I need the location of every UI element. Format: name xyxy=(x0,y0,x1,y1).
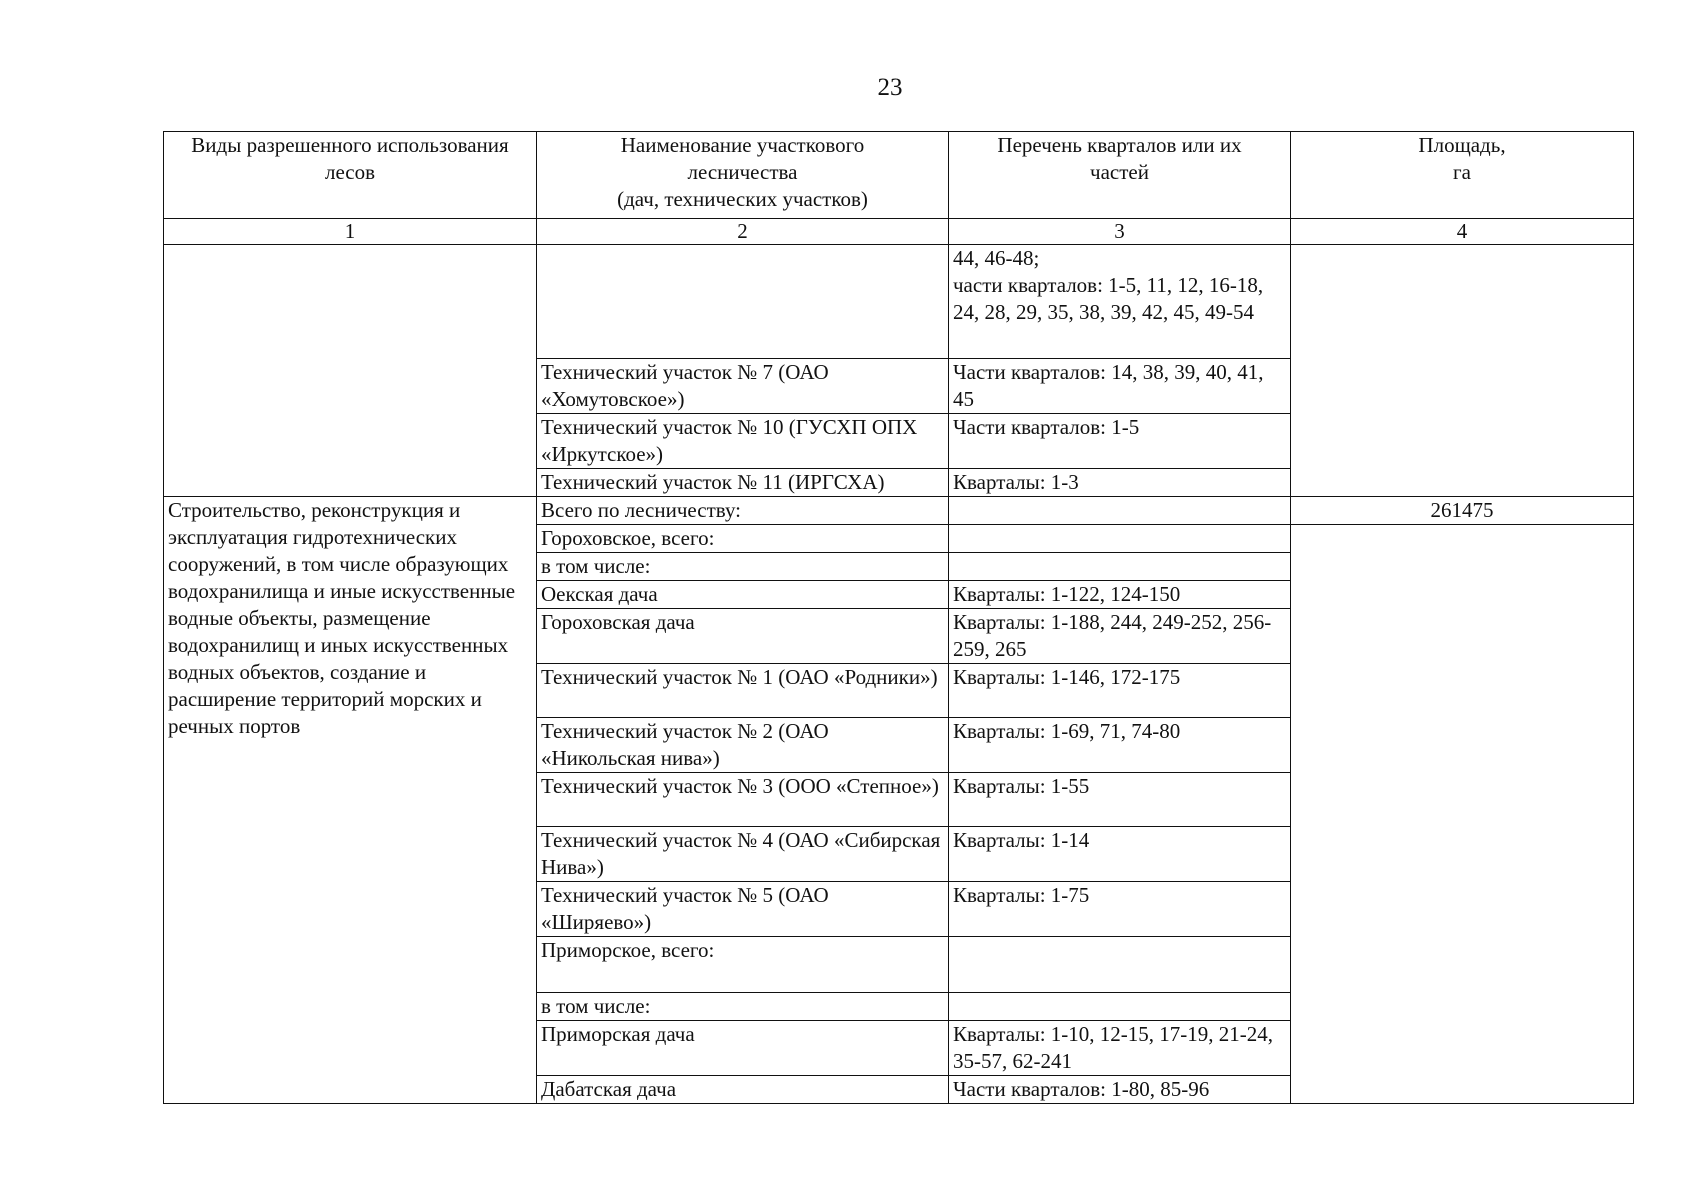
quarters-cell: Кварталы: 1-69, 71, 74-80 xyxy=(949,718,1291,773)
header-use-type: Виды разрешенного использования лесов xyxy=(164,132,537,219)
column-number: 1 xyxy=(164,219,537,245)
forestry-name-cell: Приморская дача xyxy=(537,1021,949,1076)
forestry-name-cell: Гороховская дача xyxy=(537,609,949,664)
quarters-cell: 44, 46-48; части кварталов: 1-5, 11, 12, 16-18, 24, 28, 29, 35, 38, 39, 42, 45, 49-54 xyxy=(949,245,1291,359)
forestry-name-cell: в том числе: xyxy=(537,553,949,581)
use-type-cell: Строительство, реконструкция и эксплуатация гидротехнических сооружений, в том числе образующих водохранилища и иные искусственные водные объекты, размещение водохранилищ и иных искусственных водных объектов, создание и расширение территорий морских и речных портов xyxy=(164,497,537,1104)
forestry-name-cell: в том числе: xyxy=(537,993,949,1021)
forestry-name-cell: Гороховское, всего: xyxy=(537,525,949,553)
page-number: 23 xyxy=(877,74,903,101)
quarters-cell: Части кварталов: 1-5 xyxy=(949,414,1291,469)
forestry-name-cell: Технический участок № 10 (ГУСХП ОПХ «Иркутское») xyxy=(537,414,949,469)
column-number-row xyxy=(164,219,1634,245)
quarters-cell: Части кварталов: 14, 38, 39, 40, 41, 45 xyxy=(949,359,1291,414)
forestry-name-cell xyxy=(537,245,949,359)
forestry-name-cell: Технический участок № 4 (ОАО «Сибирская Нива») xyxy=(537,827,949,882)
forestry-name-cell: Технический участок № 1 (ОАО «Родники») xyxy=(537,664,949,718)
quarters-cell: Кварталы: 1-146, 172-175 xyxy=(949,664,1291,718)
forestry-name-cell: Всего по лесничеству: xyxy=(537,497,949,525)
forest-use-table xyxy=(163,131,1634,1104)
forestry-name-cell: Технический участок № 11 (ИРГСХА) xyxy=(537,469,949,497)
forestry-name-cell: Технический участок № 5 (ОАО «Ширяево») xyxy=(537,882,949,937)
quarters-cell xyxy=(949,525,1291,553)
quarters-cell: Кварталы: 1-188, 244, 249-252, 256-259, 265 xyxy=(949,609,1291,664)
forestry-name-cell: Дабатская дача xyxy=(537,1076,949,1104)
quarters-cell: Кварталы: 1-75 xyxy=(949,882,1291,937)
forestry-name-cell: Технический участок № 2 (ОАО «Никольская нива») xyxy=(537,718,949,773)
quarters-cell xyxy=(949,553,1291,581)
column-number: 2 xyxy=(537,219,949,245)
area-cell-empty xyxy=(1291,525,1634,1104)
quarters-cell: Кварталы: 1-122, 124-150 xyxy=(949,581,1291,609)
forestry-name-cell: Технический участок № 3 (ООО «Степное») xyxy=(537,773,949,827)
quarters-cell: Кварталы: 1-55 xyxy=(949,773,1291,827)
total-area-cell: 261475 xyxy=(1291,497,1634,525)
quarters-cell: Части кварталов: 1-80, 85-96 xyxy=(949,1076,1291,1104)
header-quarters-list: Перечень кварталов или их частей xyxy=(949,132,1291,219)
quarters-cell: Кварталы: 1-14 xyxy=(949,827,1291,882)
header-row xyxy=(164,132,1634,219)
quarters-cell: Кварталы: 1-10, 12-15, 17-19, 21-24, 35-57, 62-241 xyxy=(949,1021,1291,1076)
quarters-cell: Кварталы: 1-3 xyxy=(949,469,1291,497)
header-area: Площадь, га xyxy=(1291,132,1634,219)
forestry-name-cell: Оекская дача xyxy=(537,581,949,609)
use-type-cell-continued xyxy=(164,245,537,497)
quarters-cell xyxy=(949,993,1291,1021)
header-forestry-name: Наименование участкового лесничества (дач, технических участков) xyxy=(537,132,949,219)
table-row xyxy=(164,245,1634,359)
column-number: 4 xyxy=(1291,219,1634,245)
quarters-cell xyxy=(949,497,1291,525)
forestry-name-cell: Приморское, всего: xyxy=(537,937,949,993)
area-cell-continued xyxy=(1291,245,1634,497)
column-number: 3 xyxy=(949,219,1291,245)
forestry-name-cell: Технический участок № 7 (ОАО «Хомутовское») xyxy=(537,359,949,414)
quarters-cell xyxy=(949,937,1291,993)
table-row xyxy=(164,497,1634,525)
